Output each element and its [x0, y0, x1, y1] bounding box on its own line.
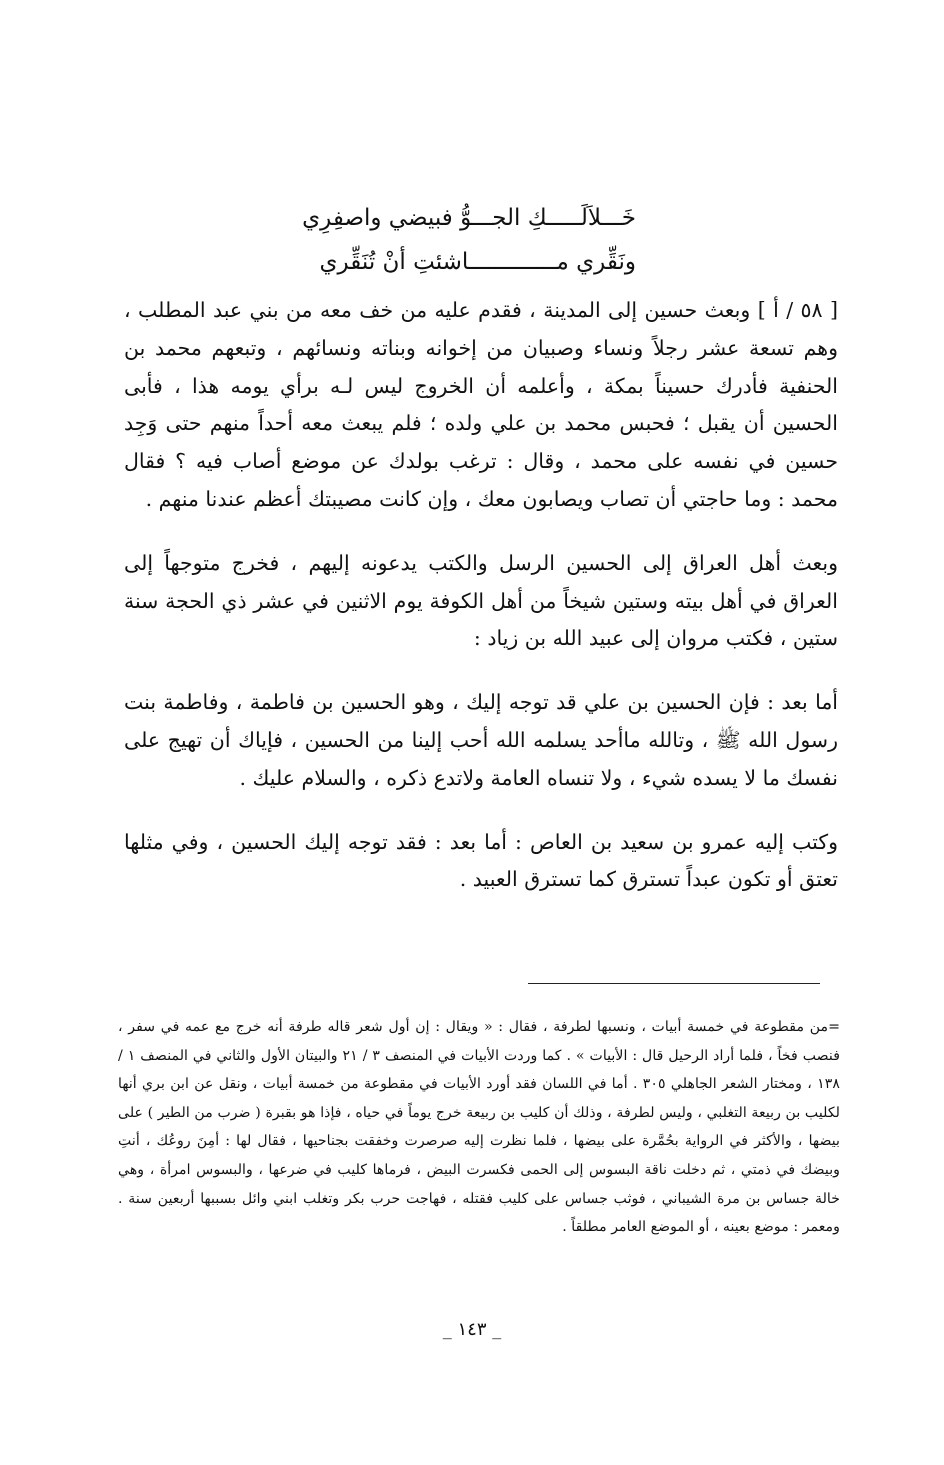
verse-line-1: خَـــلاَلَـــــكِ الجـــوُّ فبيضي واصفِرِي — [302, 205, 636, 231]
paragraph-4: وكتب إليه عمرو بن سعيد بن العاص : أما بعد : فقد توجه إليك الحسين ، وفي مثلها تعتق أو تكون عبداً تسترق كما تسترق العبيد . — [124, 829, 838, 892]
poem-verse — [296, 196, 636, 284]
paragraph-3: أما بعد : فإن الحسين بن علي قد توجه إليك ، وهو الحسين بن فاطمة ، وفاطمة بنت رسول الله ﷺ ، وتالله ماأحد يسلمه الله أحب إلينا من الحسين ، فإياك أن تهيج على نفسك ما لا يسده شيء ، ولا تنساه العامة ولاتدع ذكره ، والسلام عليك . — [124, 690, 838, 790]
paragraph-2: وبعث أهل العراق إلى الحسين الرسل والكتب يدعونه إليهم ، فخرج متوجهاً إلى العراق في أهل بيته وستين شيخاً من أهل الكوفة يوم الاثنين في عشر ذي الحجة سنة ستين ، فكتب مروان إلى عبيد الله بن زياد : — [124, 550, 838, 651]
page-number: _ ١٤٣ _ — [442, 1319, 502, 1340]
footnote — [118, 1013, 840, 1242]
paragraph-1: [ ٥٨ / أ ] وبعث حسين إلى المدينة ، فقدم عليه من خف معه من بني عبد المطلب ، وهم تسعة عشر رجلاً ونساء وصبيان من إخوانه وبناته ونسائهم ، وتبعهم محمد بن الحنفية فأدرك حسيناً بمكة ، وأعلمه أن الخروج ليس لـه برأي يومه هذا ، فأبى الحسين أن يقبل ؛ فحبس محمد بن علي ولده ؛ فلم يبعث معه أحداً منهم حتى وَجِد حسين في نفسه على محمد ، وقال : ترغب بولدك عن موضع أصاب فيه ؟ فقال محمد : وما حاجتي أن تصاب ويصابون معك ، وإن كانت مصيبتك أعظم عندنا منهم . — [124, 298, 838, 511]
verse-line-2: ونَقِّري مـــــــــــــاشئتِ أنْ تُنَقِّري — [319, 249, 636, 275]
footnote-separator — [528, 983, 820, 984]
main-text — [124, 292, 838, 899]
footnote-text: =من مقطوعة في خمسة أبيات ، ونسبها لطرفة ، فقال : « ويقال : إن أول شعر قاله طرفة أنه خرج مع عمه في سفر ، فنصب فخاً ، فلما أراد الرحيل قال : الأبيات » . كما وردت الأبيات في المنصف ٣ / ٢١ والبيتان الأول والثاني في المنصف ١ / ١٣٨ ، ومختار الشعر الجاهلي ٣٠٥ . أما في اللسان فقد أورد الأبيات في مقطوعة من خمسة أبيات ، ونقل عن ابن بري أنها لكليب بن ربيعة التغلبي ، وليس لطرفة ، وذلك أن كليب بن ربيعة خرج يوماً في حياه ، فإذا هو بقبرة ( ضرب من الطير ) على بيضها ، والأكثر في الرواية بحُمَّرة على بيضها ، فلما نظرت إليه صرصرت وخفقت بجناحيها ، فقال لها : أمِنَ روعُك ، أنتِ وبيضك في ذمتي ، ثم دخلت ناقة البسوس إلى الحمى فكسرت البيض ، فرماها كليب في ضرعها ، والبسوس امرأة ، وهي خالة جساس بن مرة الشيباني ، فوثب جساس على كليب فقتله ، فهاجت حرب بكر وتغلب ابني وائل بسببها أربعين سنة . ومعمر : موضع بعينه ، أو الموضع العامر مطلقاً . — [118, 1019, 840, 1236]
